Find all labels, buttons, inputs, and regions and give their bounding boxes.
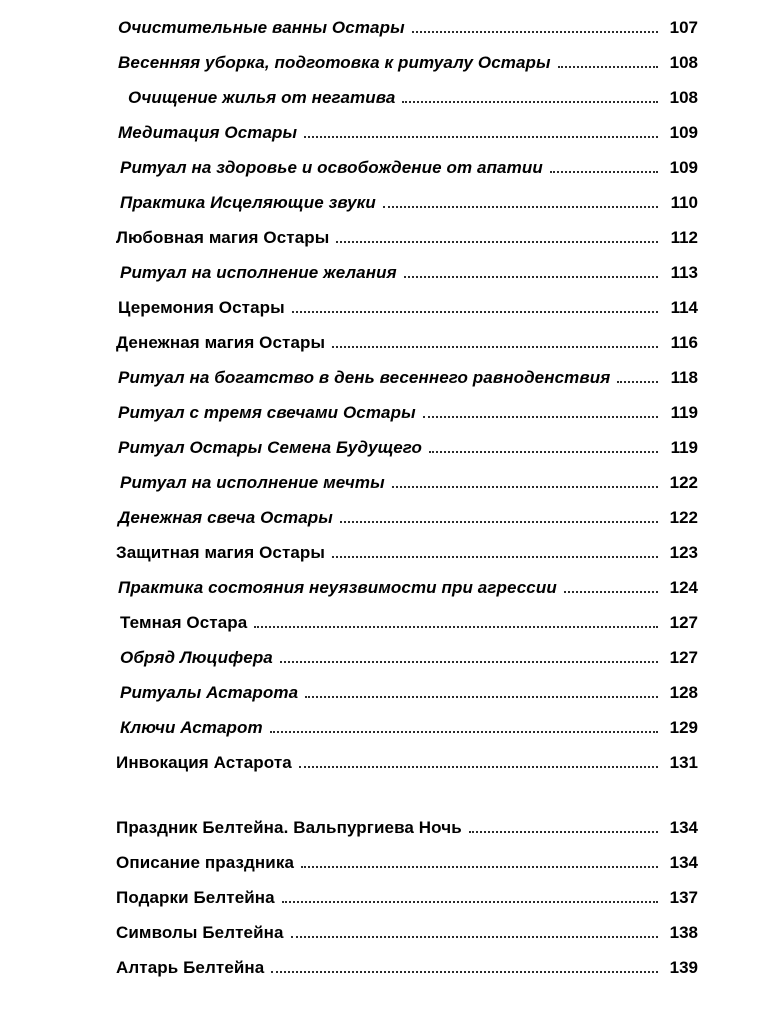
toc-leader-dots [402, 101, 658, 103]
toc-entry[interactable] [110, 818, 698, 838]
toc-entry[interactable] [110, 88, 698, 108]
toc-entry-title: Алтарь Белтейна [116, 958, 265, 978]
toc-entry-title: Праздник Белтейна. Вальпургиева Ночь [116, 818, 462, 838]
toc-entry-page-number: 118 [670, 368, 698, 387]
toc-leader-dots [558, 66, 658, 68]
toc-entry-page-number: 109 [669, 158, 698, 177]
toc-entry-page-number: 137 [669, 888, 698, 907]
toc-entry-page-number: 109 [669, 123, 698, 142]
toc-leader-dots [304, 136, 658, 138]
toc-leader-dots [291, 936, 658, 938]
toc-entry[interactable] [110, 193, 698, 213]
toc-entry-title: Весенняя уборка, подготовка к ритуалу Остары [118, 53, 551, 73]
toc-entry-title: Подарки Белтейна [116, 888, 275, 908]
toc-entry-title: Очищение жилья от негатива [128, 88, 396, 108]
toc-leader-dots [383, 206, 658, 208]
toc-entry-title: Ритуал на исполнение желания [120, 263, 397, 283]
toc-entry-title: Церемония Остары [118, 298, 285, 318]
toc-entry-page-number: 107 [669, 18, 698, 37]
toc-entry-title: Ритуал на богатство в день весеннего равноденствия [118, 368, 611, 388]
toc-leader-dots [392, 486, 658, 488]
toc-entry-title: Очистительные ванны Остары [118, 18, 405, 38]
toc-entry-page-number: 127 [669, 648, 698, 667]
toc-entry[interactable] [110, 853, 698, 873]
toc-leader-dots [617, 381, 658, 383]
toc-entry-page-number: 119 [670, 438, 698, 457]
toc-entry-title: Практика состояния неуязвимости при агрессии [118, 578, 557, 598]
toc-entry-title: Символы Белтейна [116, 923, 284, 943]
toc-entry[interactable] [110, 473, 698, 493]
toc-entry-page-number: 134 [669, 818, 698, 837]
toc-leader-dots [280, 661, 658, 663]
toc-entry-title: Денежная свеча Остары [118, 508, 333, 528]
toc-leader-dots [550, 171, 658, 173]
toc-entry-page-number: 131 [669, 753, 698, 772]
toc-entry[interactable] [110, 438, 698, 458]
toc-entry-title: Ритуал на здоровье и освобождение от апатии [120, 158, 543, 178]
toc-entry-page-number: 129 [669, 718, 698, 737]
toc-leader-dots [270, 731, 658, 733]
toc-entry-title: Ритуал Остары Семена Будущего [118, 438, 423, 458]
toc-entry-title: Инвокация Астарота [116, 753, 292, 773]
toc-entry[interactable] [110, 53, 698, 73]
toc-entry-title: Денежная магия Остары [116, 333, 326, 353]
toc-entry[interactable] [110, 683, 698, 703]
toc-entry[interactable] [110, 718, 698, 738]
toc-leader-dots [412, 31, 658, 33]
toc-entry[interactable] [110, 578, 698, 598]
toc-leader-dots [404, 276, 658, 278]
toc-entry-page-number: 112 [670, 228, 698, 247]
toc-entry[interactable] [110, 298, 698, 318]
toc-entry-page-number: 122 [669, 473, 698, 492]
toc-entry-title: Медитация Остары [118, 123, 298, 143]
toc-leader-dots [332, 556, 658, 558]
toc-entry-title: Темная Остара [120, 613, 248, 633]
toc-leader-dots [429, 451, 658, 453]
toc-leader-dots [423, 416, 658, 418]
toc-entry-title: Ритуал на исполнение мечты [120, 473, 385, 493]
toc-entry-title: Обряд Люцифера [120, 648, 273, 668]
toc-leader-dots [271, 971, 658, 973]
toc-leader-dots [336, 241, 658, 243]
toc-entry[interactable] [110, 123, 698, 143]
toc-leader-dots [301, 866, 658, 868]
toc-entry-title: Защитная магия Остары [116, 543, 326, 563]
toc-entry-title: Любовная магия Остары [116, 228, 330, 248]
toc-leader-dots [332, 346, 658, 348]
toc-leader-dots [305, 696, 658, 698]
toc-entry-page-number: 108 [669, 53, 698, 72]
toc-entry-title: Ключи Астарот [120, 718, 263, 738]
toc-leader-dots [340, 521, 658, 523]
toc-entry-page-number: 122 [669, 508, 698, 527]
toc-entry[interactable] [110, 368, 698, 388]
toc-entry-title: Практика Исцеляющие звуки [120, 193, 376, 213]
toc-entry-page-number: 127 [669, 613, 698, 632]
toc-entry-page-number: 134 [669, 853, 698, 872]
toc-entry[interactable] [110, 508, 698, 528]
toc-entry-page-number: 124 [669, 578, 698, 597]
toc-entry-page-number: 139 [669, 958, 698, 977]
toc-entry-page-number: 110 [670, 193, 698, 212]
toc-entry-page-number: 116 [670, 333, 698, 352]
toc-leader-dots [254, 626, 658, 628]
toc-leader-dots [299, 766, 658, 768]
toc-entry-page-number: 138 [669, 923, 698, 942]
toc-entry[interactable] [110, 228, 698, 248]
toc-entry[interactable] [110, 403, 698, 423]
toc-entry[interactable] [110, 613, 698, 633]
toc-entry[interactable] [110, 648, 698, 668]
toc-entry[interactable] [110, 263, 698, 283]
toc-spacer [110, 788, 698, 818]
toc-entry-title: Ритуал с тремя свечами Остары [118, 403, 416, 423]
toc-entry-title: Ритуалы Астарота [120, 683, 299, 703]
toc-entry-page-number: 128 [669, 683, 698, 702]
toc-entry-page-number: 113 [670, 263, 698, 282]
toc-entry-page-number: 123 [669, 543, 698, 562]
toc-entry-page-number: 108 [669, 88, 698, 107]
toc-entry[interactable] [110, 888, 698, 908]
toc-entry-title: Описание праздника [116, 853, 294, 873]
toc-entry-page-number: 119 [670, 403, 698, 422]
toc-leader-dots [469, 831, 658, 833]
toc-entry[interactable] [110, 333, 698, 353]
toc-entry[interactable] [110, 753, 698, 773]
toc-entry[interactable] [110, 158, 698, 178]
toc-leader-dots [292, 311, 658, 313]
toc-entry[interactable] [110, 543, 698, 563]
toc-leader-dots [564, 591, 658, 593]
toc-leader-dots [282, 901, 658, 903]
toc-entry[interactable] [110, 958, 698, 978]
toc-entry[interactable] [110, 923, 698, 943]
toc-entry-page-number: 114 [670, 298, 698, 317]
toc-entry[interactable] [110, 18, 698, 38]
table-of-contents [110, 18, 698, 978]
